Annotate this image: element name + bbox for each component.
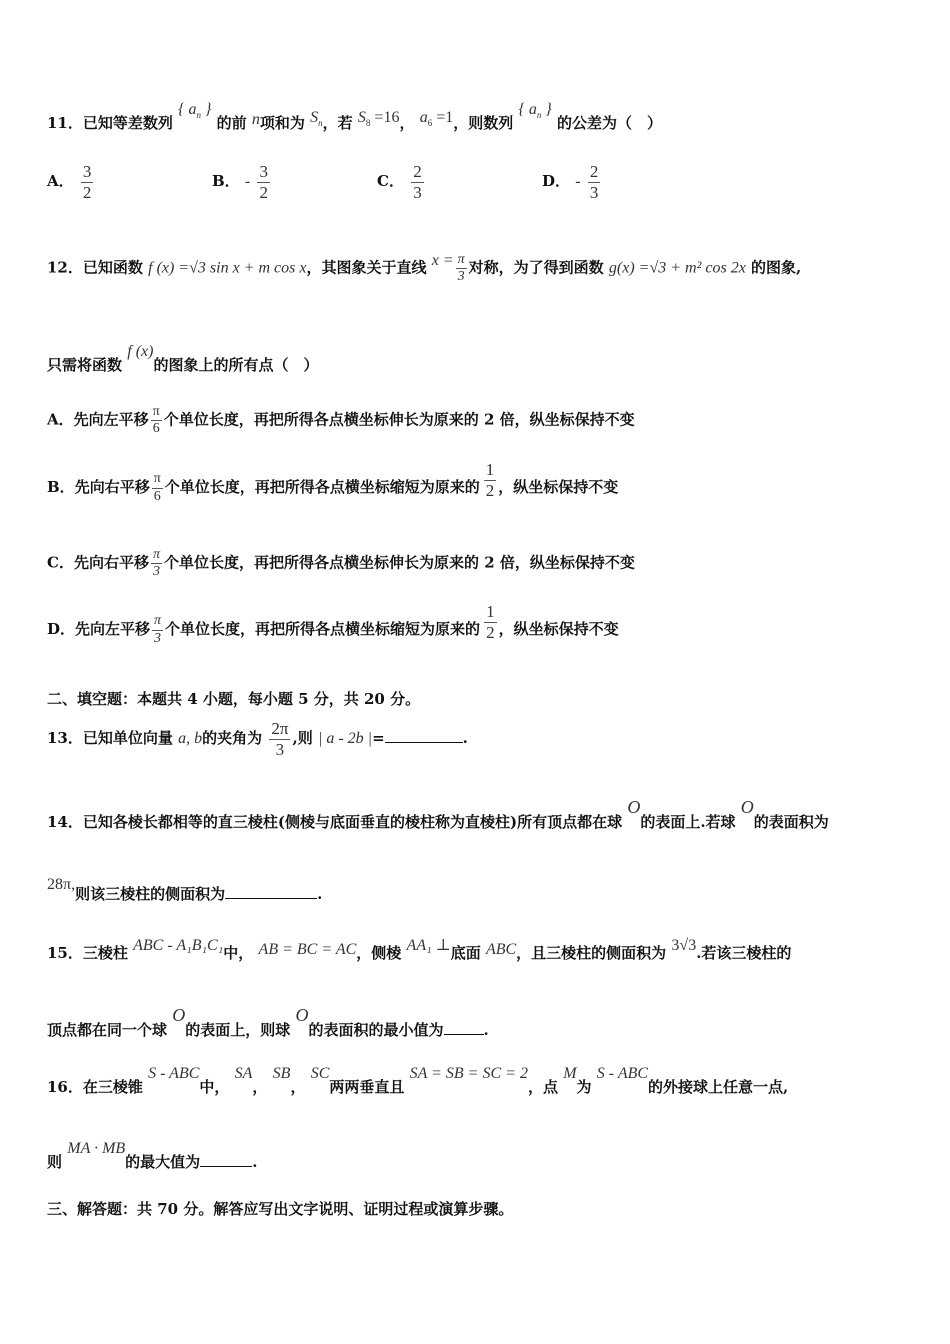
question-16: 16．在三棱锥 S - ABC中， SA， SB， SC两两垂直且 SA = SB = SC = 2，点 M为 S - ABC的外接球上任意一点,	[47, 1065, 789, 1096]
q16-line-2: 则 MA · MB的最大值为 .	[47, 1140, 258, 1171]
q14-number: 14．	[47, 813, 83, 831]
q11-option-c: C． $\frac{2}{3}$	[377, 162, 422, 202]
question-15: 15．三棱柱 ABC - A₁B₁C₁中， AB = BC = AC，侧棱 AA₁ ⊥底面 ABC，且三棱柱的侧面积为 3√3.若该三棱柱的	[47, 937, 792, 962]
q12-function-g: g(x) =√3 + m² cos 2x	[608, 259, 746, 277]
q11-option-a: A． $\frac{3}{2}$	[47, 162, 92, 202]
q11-sequence: { $a_n$ }	[178, 101, 212, 121]
q11-condition-2: $a_6 =1$	[419, 109, 454, 129]
question-13: 13．已知单位向量 a, b的夹角为 $\frac{2\pi}{3}$ ,则 | a - 2b |= .	[47, 718, 468, 759]
q12-function-f: f (x) =√3 sin x + m cos x	[148, 259, 307, 277]
q11-option-b: B． - $\frac{3}{2}$	[212, 162, 268, 202]
q12-option-d: D．先向左平移 $\frac{\pi}{3}$ 个单位长度，再把所得各点横坐标缩短为原来的 $\frac{1}{2}$ ，纵坐标保持不变	[47, 602, 619, 646]
q11-number: 11．	[47, 114, 83, 132]
q15-answer-blank[interactable]	[444, 1033, 484, 1035]
section-3-heading: 三、解答题：共 70 分。解答应写出文字说明、证明过程或演算步骤。	[47, 1200, 514, 1218]
q12-option-b: B．先向右平移 $\frac{\pi}{6}$ 个单位长度，再把所得各点横坐标缩短为原来的 $\frac{1}{2}$ ，纵坐标保持不变	[47, 460, 619, 504]
q12-line-2: 只需将函数 f (x)的图象上的所有点（ ）	[47, 343, 319, 374]
question-11: 11．已知等差数列 { $a_n$ } 的前 n项和为 $S_n$，若 $S_8 =16$， $a_6 =1$，则数列 { $a_n$ } 的公差为（ ）	[47, 101, 663, 132]
q16-number: 16．	[47, 1078, 83, 1096]
question-14: 14．已知各棱长都相等的直三棱柱(侧棱与底面垂直的棱柱称为直棱柱)所有顶点都在球 O的表面上.若球 O的表面积为	[47, 797, 829, 831]
q15-line-2: 顶点都在同一个球 O的表面上，则球 O的表面积的最小值为 .	[47, 1005, 489, 1039]
q12-option-a: A．先向左平移 $\frac{\pi}{6}$ 个单位长度，再把所得各点横坐标伸长为原来的 2 倍，纵坐标保持不变	[47, 404, 635, 437]
q16-answer-blank[interactable]	[200, 1165, 252, 1167]
q13-answer-blank[interactable]	[385, 741, 463, 743]
q12-option-c: C．先向右平移 $\frac{\pi}{3}$ 个单位长度，再把所得各点横坐标伸长为原来的 2 倍，纵坐标保持不变	[47, 547, 635, 580]
q11-option-d: D． - $\frac{2}{3}$	[542, 162, 599, 202]
q12-number: 12．	[47, 258, 83, 277]
q15-number: 15．	[47, 944, 83, 962]
q11-condition-1: $S_8 =16$	[357, 109, 400, 129]
q13-number: 13．	[47, 729, 83, 747]
question-12: 12．已知函数 f (x) =√3 sin x + m cos x，其图象关于直线 x = $\frac{\pi}{3}$ 对称，为了得到函数 g(x) =√3 + m² cos 2x 的图象,	[47, 251, 802, 285]
q14-answer-blank[interactable]	[225, 897, 317, 899]
q14-line-2: 28π,则该三棱柱的侧面积为 .	[47, 876, 323, 903]
section-2-heading: 二、填空题：本题共 4 小题，每小题 5 分，共 20 分。	[47, 690, 421, 708]
